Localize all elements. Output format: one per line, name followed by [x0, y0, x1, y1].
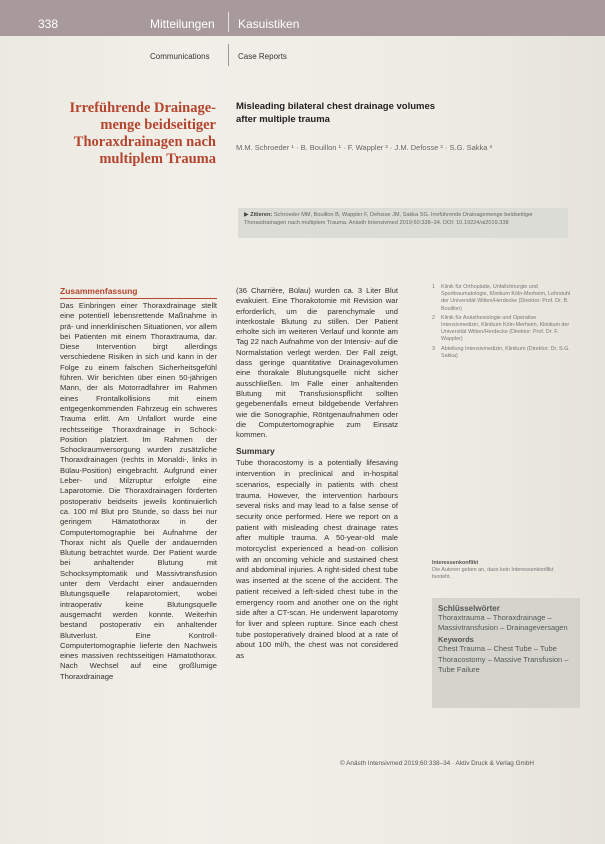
- german-title-line: Irreführende Drainage-: [69, 100, 216, 116]
- summary-heading: Summary: [236, 446, 275, 457]
- page-header-bar: [0, 0, 605, 36]
- affiliation-item: [432, 315, 572, 344]
- section-title: Mitteilungen: [150, 17, 215, 31]
- page-number: 338: [38, 17, 59, 31]
- keywords-english-heading: Keywords: [438, 635, 474, 645]
- keywords-box: [432, 598, 580, 708]
- abstract-continued-text: (36 Charrière, Bülau) wurden ca. 3 Liter Blut evakuiert. Eine Thorakotomie mit Revision war erforderlich, um die parenchymale und interkostale Blutung zu stillen. Der Patient erholte sich im weiteren Verlauf und konnte am Tag 22 nach Aufnahme von der Intensiv- auf die Normalstation verlegt werden. Der Fall zeigt, dass geringe quantitative Drainagevolumen eine thorakale Blutungsquelle nicht sicher ausschließen. Im Falle einer anhaltenden Blutung mit Transfusionspflicht sollten gegebenenfalls erneut bildgebende Verfahren wie die Sonographie, Röntgenaufnahmen oder die Computertomographie zum Einsatz kommen.: [236, 286, 398, 440]
- subheader-right: Case Reports: [238, 52, 287, 61]
- header-divider: [228, 12, 229, 32]
- affiliation-item: [432, 346, 572, 360]
- affiliation-text: Klinik für Orthopädie, Unfallchirurgie und Sporttraumatologie, Klinikum Köln-Merheim, Lehrstuhl der Universität Witten/Herdecke (Direktor: Prof. Dr. B. Bouillon): [441, 284, 571, 312]
- conflict-of-interest: [432, 560, 572, 581]
- abstract-german: [60, 286, 217, 682]
- affiliation-number: 1: [432, 284, 435, 290]
- subheader-left: Communications: [150, 52, 210, 61]
- subheader-divider: [228, 44, 229, 66]
- coi-text: Die Autoren geben an, dass kein Interessenkonflikt besteht.: [432, 567, 554, 580]
- affiliation-text: Abteilung Intensivmedizin, Klinikum (Direktor: Dr. S.G. Sakka): [441, 345, 570, 359]
- german-title-line: Thoraxdrainagen nach: [73, 134, 216, 150]
- coi-heading: Interessenkonflikt: [432, 560, 479, 566]
- subsection-title: Kasuistiken: [238, 17, 300, 31]
- keywords-english-text: Chest Trauma – Chest Tube – Tube Thoracostomy – Massive Transfusion – Tube Failure: [438, 644, 569, 674]
- keywords-german-text: Thoraxtrauma – Thoraxdrainage – Massivtransfusion – Drainageversagen: [438, 613, 568, 633]
- citation-text: Schroeder MM, Bouillon B, Wappler F, Defosse JM, Sakka SG. Irreführende Drainagemenge beidseitiger Thoraxdrainagen nach multiplem Trauma. Anästh Intensivmed 2019;60:338–34. DOI: 10.19224/ai2019.338: [244, 212, 533, 226]
- affiliation-text: Klinik für Anästhesiologie und Operative Intensivmedizin, Klinikum Köln-Merheim, Klinikum der Universität Witten/Herdecke (Direktor: Prof. Dr. F. Wappler): [441, 314, 570, 343]
- english-title-line: after multiple trauma: [236, 114, 330, 125]
- citation-label: Zitieren:: [250, 212, 273, 218]
- citation-box: [238, 208, 568, 238]
- page-footer: © Anästh Intensivmed 2019;60:338–34 · Aktiv Druck & Verlag GmbH: [340, 760, 535, 767]
- abstract-german-text: Das Einbringen einer Thoraxdrainage stellt eine potentiell lebensrettende Maßnahme in prä- und innerklinischen Situationen, vor allem bei Patienten mit einem Thoraxtrauma, dar. Diese Intervention birgt allerdings verschiedene Risiken in sich und kann in der Folge zu einem falschen Sicherheitsgefühl führen. Wir berichten über einen 50-jährigen Mann, der als Motorradfahrer im Rahmen eines Frontalkollisions mit einem entgegenkommenden Fahrzeug ein schweres Trauma erlitt. Am Unfallort wurde eine rechtsseitige Thoraxdrainage in Schock-Position platziert. Im Rahmen der Schockraumversorgung wurden zusätzliche Thoraxdrainagen (rechts in Monaldi-, links in Bülau-Position) eingebracht. Aufgrund einer Leber- und Milzruptur erfolgte eine Laparotomie. Die Thoraxdrainagen förderten postoperativ beidseits jeweils kontinuierlich ca. 100 ml Blut pro Stunde, so dass bei nur geringem Hämatothorax in der Computertomographie bei Aufnahme der Thorax nicht als Quelle der andauernden Blutung betrachtet wurde. Der Patient wurde bei anhaltender Blutung mit Schocksymptomatik und Massivtransfusion unter dem Verdacht einer andauernden Blutungsquelle relaparotomiert, wobei intraoperativ keine Blutungsquelle ausgemacht werden konnte. Weiterhin bestand postoperativ ein anhaltender Blutverlust. Eine Kontroll-Computertomographie lieferte den Nachweis eines massiven rechtsseitigen Hämatothorax. Nach Wechsel auf eine großlumige Thoraxdrainage: [60, 301, 217, 681]
- summary-text: Tube thoracostomy is a potentially lifesaving intervention in preclinical and in-hospital scenarios, especially in patients with chest trauma. However, the intervention harbours several risks and may lead to a false sense of security once performed. Here we report on a patient with misleading chest drainage rates after multiple trauma. A 50-year-old male motorcyclist experienced a head-on collision with an oncoming vehicle and sustained chest and abdominal injuries. A right-sided chest tube was inserted at the scene of the accident. The patient received a left-sided chest tube in the emergency room and another one on the right side after a CT-scan. He underwent laparotomy for liver and spleen rupture. Since each chest tube postoperatively drained blood at a rate of about 100 ml/h, the chest was not considered as: [236, 458, 398, 661]
- arrow-icon: ▶: [244, 212, 249, 218]
- keywords-german-heading: Schlüsselwörter: [438, 604, 500, 613]
- abstract-continued: [236, 286, 398, 662]
- abstract-german-heading: Zusammenfassung: [60, 286, 217, 299]
- affiliation-number: 3: [432, 345, 435, 352]
- affiliation-item: [432, 284, 572, 313]
- german-title: [40, 100, 216, 168]
- english-title-line: Misleading bilateral chest drainage volumes: [236, 101, 436, 112]
- german-title-line: menge beidseitiger: [100, 117, 216, 133]
- author-list: M.M. Schroeder ¹ · B. Bouillon ¹ · F. Wappler ² · J.M. Defosse ² · S.G. Sakka ³: [236, 143, 493, 152]
- affiliations: [432, 284, 572, 362]
- affiliation-number: 2: [432, 314, 435, 321]
- english-title: [236, 100, 435, 126]
- german-title-line: multiplem Trauma: [99, 151, 216, 167]
